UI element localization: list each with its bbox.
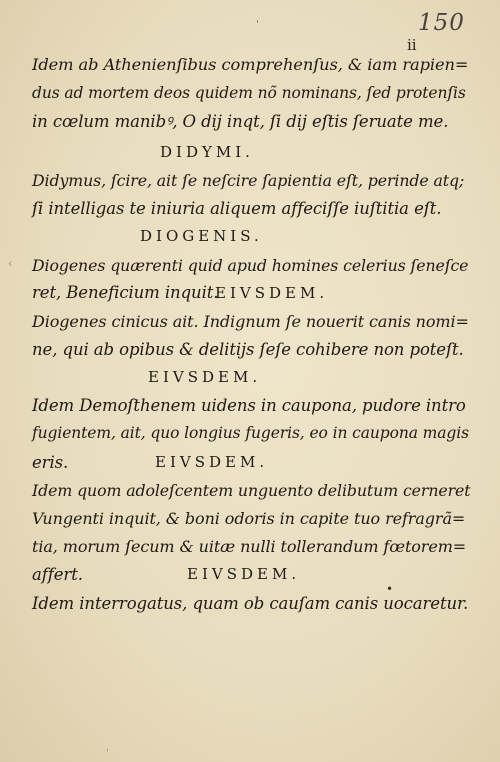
text-line: Idem interrogatus, quam ob cauſam canis uocaretur.: [32, 594, 469, 613]
text-line: dus ad mortem deos quidem nõ nominans, ſed protenſis: [32, 84, 466, 102]
ink-dot: •: [386, 582, 394, 596]
text-line: ret, Beneficium inquit.: [32, 283, 219, 302]
text-line: fugientem, ait, quo longius fugeris, eo in caupona magis: [32, 424, 469, 442]
text-line: Vungenti inquit, & boni odoris in capite tuo refragrã=: [32, 509, 466, 528]
heading-didymi: DIDYMI.: [160, 143, 254, 161]
text-line: Idem Demoſthenem uidens in caupona, pudore intro: [32, 396, 466, 415]
top-tick-mark: ': [256, 18, 260, 31]
folio-number: 150: [418, 10, 465, 36]
text-line: tia, morum ſecum & uitæ nulli tollerandum fœtorem=: [32, 537, 467, 556]
text-line: Didymus, ſcire, ait ſe neſcire ſapientia eſt, perinde atq;: [32, 171, 465, 190]
text-line: Diogenes cinicus ait. Indignum ſe nouerit canis nomi=: [32, 312, 469, 331]
text-line: ne, qui ab opibus & delitijs ſeſe cohibere non poteſt.: [32, 340, 464, 359]
heading-eiusdem: EIVSDEM.: [148, 368, 262, 386]
text-line: Idem quom adoleſcentem unguento delibutum cerneret: [32, 481, 471, 500]
text-line: in cœlum manibꝰ, O dij inqt, ſi dij eſtis ſeruate me.: [32, 112, 449, 131]
signature-mark: ii: [407, 36, 417, 54]
heading-eiusdem: EIVSDEM.: [155, 453, 269, 471]
text-line: affert.: [32, 565, 83, 584]
text-line: Diogenes quærenti quid apud homines celerius ſeneſce: [32, 256, 469, 275]
text-line: ſi intelligas te iniuria aliquem affeciſſe iuſtitia eſt.: [32, 199, 442, 218]
heading-eiusdem: EIVSDEM.: [187, 565, 301, 583]
heading-diogenis: DIOGENIS.: [140, 227, 263, 245]
bottom-mark: ˌ: [106, 740, 110, 753]
text-line: eris.: [32, 453, 69, 472]
text-line: Idem ab Athenienſibus comprehenſus, & iam rapien=: [32, 55, 469, 74]
margin-mark: ‹: [8, 257, 13, 270]
heading-eiusdem: EIVSDEM.: [215, 284, 329, 302]
